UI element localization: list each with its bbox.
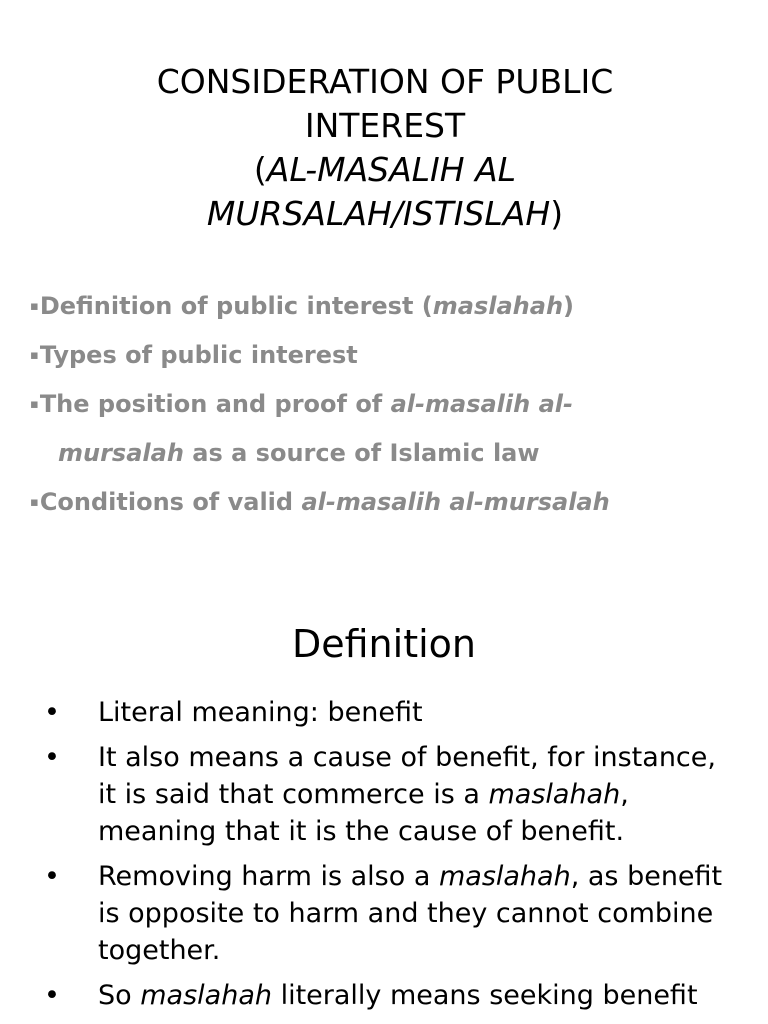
agenda-italic: mursalah	[58, 439, 184, 467]
point-text: , as benefit is opposite to harm and they cannot combine together.	[98, 861, 723, 966]
agenda-text: )	[563, 292, 575, 320]
bullet-dot-icon: •	[44, 742, 60, 773]
agenda-item-types	[30, 331, 750, 380]
definition-heading: Definition	[291, 622, 476, 666]
bullet-dot-icon: •	[44, 861, 60, 892]
definition-point	[42, 858, 742, 969]
point-text: So	[98, 980, 141, 1011]
agenda-text: Conditions of valid	[39, 488, 302, 516]
title-line: CONSIDERATION OF PUBLIC	[156, 62, 614, 101]
point-text: literally means seeking benefit	[271, 980, 698, 1011]
agenda-italic: al-masalih al-	[390, 390, 573, 418]
point-italic: maslahah	[140, 980, 272, 1011]
agenda-item-definition	[30, 282, 750, 331]
point-italic: maslahah	[488, 779, 621, 810]
agenda-item-conditions	[30, 478, 750, 527]
title-line	[60, 192, 710, 236]
point-text: , meaning that it is the cause of benefit.	[98, 779, 629, 847]
square-bullet-icon: ▪	[30, 397, 39, 412]
point-text: It also means a cause of benefit, for instance, it is said that commerce is a	[98, 742, 716, 810]
point-text: Removing harm is also a	[98, 861, 439, 892]
title-italic: MURSALAH/ISTISLAH	[206, 194, 551, 233]
agenda-list	[30, 282, 750, 527]
definition-point	[42, 977, 742, 1014]
square-bullet-icon: ▪	[30, 348, 39, 363]
agenda-text: as a source of Islamic law	[183, 439, 540, 467]
title-paren: (	[253, 150, 267, 189]
point-italic: maslahah	[438, 861, 571, 892]
agenda-item-position-continued	[30, 429, 750, 478]
agenda-text: Types of public interest	[39, 341, 358, 369]
bullet-dot-icon: •	[44, 980, 60, 1011]
square-bullet-icon: ▪	[30, 495, 39, 510]
definition-list	[42, 694, 742, 1022]
agenda-italic: maslahah	[432, 292, 564, 320]
title-line: INTEREST	[304, 106, 466, 145]
title-italic: AL-MASALIH AL	[266, 150, 517, 189]
definition-point	[42, 694, 742, 731]
definition-point	[42, 739, 742, 850]
square-bullet-icon: ▪	[30, 299, 39, 314]
bullet-dot-icon: •	[44, 697, 60, 728]
agenda-item-position	[30, 380, 750, 429]
title-paren: )	[550, 194, 564, 233]
title-line	[60, 148, 710, 192]
slide-title	[60, 60, 710, 236]
agenda-italic: al-masalih al-mursalah	[301, 488, 610, 516]
agenda-text: The position and proof of	[39, 390, 391, 418]
point-text: Literal meaning: benefit	[98, 697, 423, 728]
agenda-text: Definition of public interest (	[39, 292, 433, 320]
